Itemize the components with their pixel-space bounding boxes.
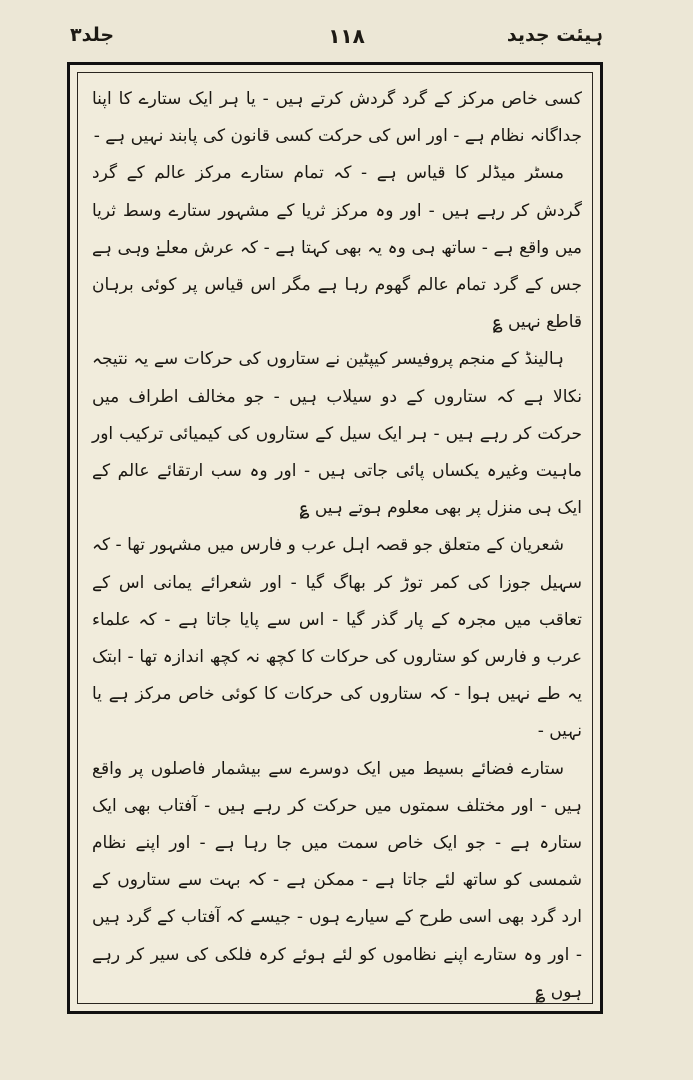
page-number: ۱۱۸: [328, 24, 365, 48]
body-text: [92, 81, 582, 1011]
paragraph-3: ہالینڈ کے منجم پروفیسر کیپٹین نے ستاروں کی حرکات سے یہ نتیجہ نکالا ہے کہ ستاروں کے دو سیلاب ہیں - جو مخالف اطراف میں حرکت کر رہے ہیں - ہر ایک سیل کے ستاروں کی کیمیائی ترکیب اور ماہیت وغیرہ یکساں پائی جاتی ہیں - اور وہ سب ارتقائے عالم کے ایک ہی منزل پر بھی معلوم ہوتے ہیں ؏: [92, 349, 582, 519]
running-title: ہیئت جدید: [506, 24, 603, 46]
paragraph-5: ستارے فضائے بسیط میں ایک دوسرے سے بیشمار فاصلوں پر واقع ہیں - اور مختلف سمتوں میں حرکت کر رہے ہیں - آفتاب بھی ایک ستارہ ہے - جو ایک خاص سمت میں جا رہا ہے - اور اپنے نظام شمسی کو ساتھ لئے جاتا ہے - ممکن ہے - کہ بہت سے ستاروں کے ارد گرد بھی اسی طرح کے سیارے ہوں - جیسے کہ آفتاب کے گرد ہیں - اور وہ ستارے اپنے نظاموں کو لئے ہوئے کرہ فلکی کی سیر کر رہے ہوں ؏: [92, 758, 582, 1002]
paragraph-1: کسی خاص مرکز کے گرد گردش کرتے ہیں - یا ہر ایک ستارے کا اپنا جداگانہ نظام ہے - اور اس کی حرکت کسی قانون کی پابند نہیں ہے -: [92, 89, 582, 147]
text-frame: [67, 62, 603, 1014]
paragraph-4: شعریان کے متعلق جو قصہ اہل عرب و فارس میں مشہور تھا - کہ سہیل جوزا کی کمر توڑ کر بھاگ گیا - اور شعرائے یمانی اس کے تعاقب میں مجرہ کے پار گذر گیا - اس سے پایا جاتا ہے - کہ علماء عرب و فارس کو ستاروں کی حرکات کا کچھ نہ کچھ اندازہ تھا - ابتک یہ طے نہیں ہوا - کہ ستاروں کی حرکات کا کوئی خاص مرکز ہے یا نہیں -: [92, 535, 582, 742]
page-header: [60, 18, 633, 58]
volume-label: جلد۳: [70, 24, 115, 46]
paragraph-2: مسٹر میڈلر کا قیاس ہے - کہ تمام ستارے مرکز عالم کے گرد گردش کر رہے ہیں - اور وہ مرکز ثریا کے مشہور ستارے وسط ثریا میں واقع ہے - ساتھ ہی وہ یہ بھی کہتا ہے - کہ عرش معلےٰ وہی ہے جس کے گرد تمام عالم گھوم رہا ہے مگر اس قیاس پر کوئی برہان قاطع نہیں ؏: [92, 163, 582, 333]
